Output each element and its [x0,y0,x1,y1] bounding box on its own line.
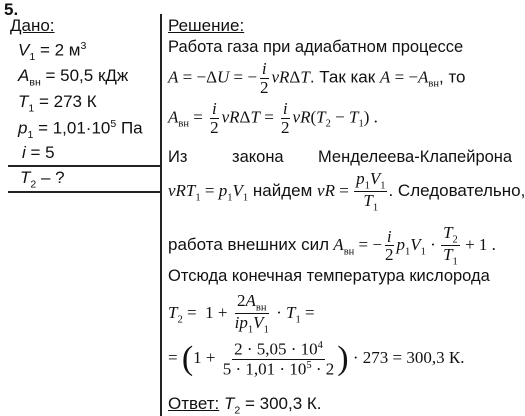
problem-number: 5. [4,0,19,19]
solution-line4-a: Из [168,148,188,166]
solution-line4-c: Менделеева-Клапейрона [318,148,513,166]
given-title: Дано: [10,16,55,35]
column-divider [160,14,162,416]
find-separator [8,191,160,193]
given-p1: $p_1 = 1,01\cdot 10^5$ Па [18,118,143,142]
given-a: $A_{вн} = 50,5$ кДж [18,66,129,89]
solution-line3: $A_{вн}$ = $\frac{i}{2}$ νRΔT = $\frac{i}{2}$ $\nu R(T_2 - T_1)$ . [168,99,378,137]
solution-title: Решение: [168,16,245,35]
answer: Ответ: $T_2 = 300,3$ К. [168,394,322,416]
solution-line1: Работа газа при адиабатном процессе [168,38,464,56]
solution-line5: $\nu RT_1 = p_1V_1$ найдем νR = $\frac{p_1V_1}{T_1}$ . Следовательно, [168,169,525,214]
solution-line7: Отсюда конечная температура кислорода [168,267,490,285]
solution-line8: $T_2 = 1$ + $\frac{2A_{вн}}{ip_1V_1}$ · $T_1$ = [168,291,315,336]
given-find: $T_2$ – ? [20,168,65,191]
solution-line4-b: закона [232,148,284,166]
given-i: i = 5 [22,143,55,162]
given-t1: $T_1 = 273$ К [18,92,97,115]
solution-line2: A = −ΔU = − $\frac{i}{2}$ νRΔT. Так как $A = -A_{вн}$, то [168,59,466,97]
solution-line6: работа внешних сил $A_{вн}$ = − $\frac{i}{2}$ $p_1V_1$ · $\frac{T_2}{T_1}$ + 1 . [168,223,496,268]
solution-line9: = (1 + $\frac{2 \cdot 5,05 \cdot 10^4}{5 \cdot 1,01 \cdot 10^5 \cdot 2}$ ) · 273 = 300,3 К. [168,339,465,379]
given-separator [8,165,160,167]
given-v1: $V_1 = 2$ $м^3$ [18,40,87,64]
